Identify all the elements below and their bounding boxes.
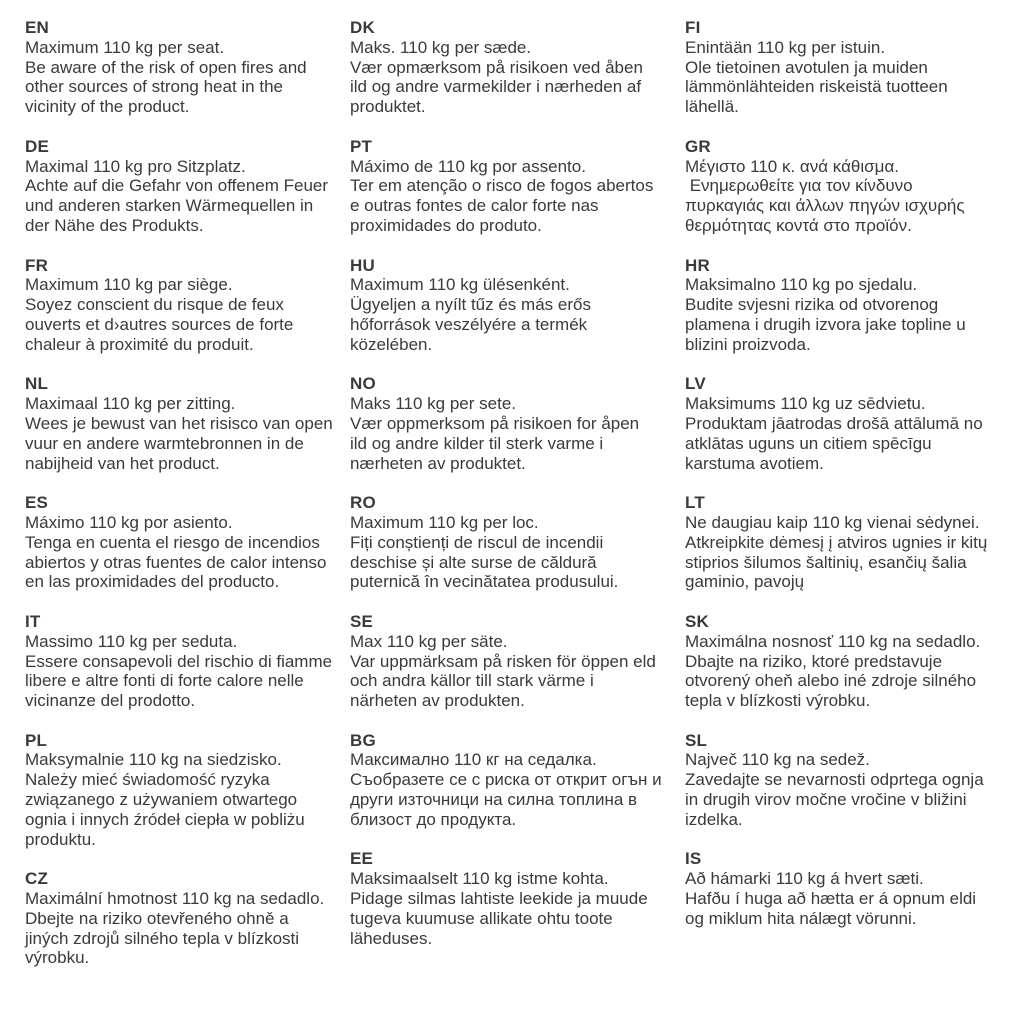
language-code-pt: PT — [350, 136, 373, 156]
language-block-dk — [350, 18, 685, 117]
language-code-ro: RO — [350, 493, 376, 513]
instruction-line: közelében. — [350, 334, 433, 354]
instruction-line: Budite svjesni rizika od otvorenog — [685, 295, 939, 315]
instruction-line: Achte auf die Gefahr von offenem Feuer — [25, 176, 329, 196]
instruction-line: Maks. 110 kg per sæde. — [350, 37, 532, 57]
language-code-no: NO — [350, 374, 376, 394]
instruction-line: Atkreipkite dėmesį į atviros ugnies ir kitų — [685, 532, 988, 552]
language-code-fr: FR — [25, 255, 49, 275]
instruction-line: vuur en andere warmtebronnen in de — [25, 433, 304, 453]
instruction-line: Wees je bewust van het risisco van open — [25, 413, 333, 433]
language-block-en — [25, 18, 350, 117]
language-code-de: DE — [25, 136, 50, 156]
instruction-line: Produktam jāatrodas drošā attālumā no — [685, 413, 983, 433]
language-block-sl — [685, 731, 999, 830]
instruction-line: und anderen starken Wärmequellen in — [25, 196, 314, 216]
language-block-cz — [25, 869, 350, 968]
language-block-de — [25, 137, 350, 236]
instruction-line: jiných zdrojů silného tepla v blízkosti — [25, 928, 300, 948]
instruction-line: Maximum 110 kg ülésenként. — [350, 275, 570, 295]
instruction-line: Max 110 kg per säte. — [350, 631, 508, 651]
instruction-line: Máximo 110 kg por asiento. — [25, 512, 233, 532]
instruction-line: Dbejte na riziko otevřeného ohně a — [25, 908, 289, 928]
instruction-line: Maksimalno 110 kg po sjedalu. — [685, 275, 918, 295]
language-block-it — [25, 612, 350, 711]
language-block-lt — [685, 493, 999, 592]
instruction-line: Največ 110 kg na sedež. — [685, 750, 870, 770]
instruction-line: proximidades do produto. — [350, 215, 542, 235]
instruction-line: Pidage silmas lahtiste leekide ja muude — [350, 889, 648, 909]
language-code-lt: LT — [685, 493, 705, 513]
instruction-line: ognia i innych źródeł ciepła w pobliżu — [25, 809, 305, 829]
instruction-line: πυρκαγιάς και άλλων πηγών ισχυρής — [685, 196, 965, 216]
instruction-line: Enintään 110 kg per istuin. — [685, 37, 886, 57]
instruction-line: Maksimaalselt 110 kg istme kohta. — [350, 869, 609, 889]
language-block-hu — [350, 256, 685, 355]
language-code-sk: SK — [685, 611, 710, 631]
instruction-line: θερμότητας κοντά στο προϊόν. — [685, 215, 912, 235]
instruction-line: tugeva kuumuse allikate ohtu toote — [350, 908, 613, 928]
instruction-line: Vær oppmerksom på risikoen for åpen — [350, 413, 640, 433]
instruction-line: Dbajte na riziko, ktoré predstavuje — [685, 651, 943, 671]
instruction-line: puternică în vecinătatea produsului. — [350, 572, 619, 592]
language-block-pl — [25, 731, 350, 850]
instruction-line: Maximal 110 kg pro Sitzplatz. — [25, 156, 246, 176]
instruction-line: produktu. — [25, 829, 96, 849]
instruction-line: Var uppmärksam på risken för öppen eld — [350, 651, 656, 671]
instruction-line: Fiți conștienți de riscul de incendii — [350, 532, 604, 552]
language-code-is: IS — [685, 849, 702, 869]
instruction-line: lämmönlähteiden riskeistä tuotteen — [685, 77, 948, 97]
instruction-line: der Nähe des Produkts. — [25, 215, 204, 235]
language-code-gr: GR — [685, 136, 711, 156]
language-code-lv: LV — [685, 374, 706, 394]
instruction-line: близост до продукта. — [350, 809, 517, 829]
language-block-ee — [350, 849, 685, 948]
language-block-sk — [685, 612, 999, 711]
instruction-line: други източници на силна топлина в — [350, 790, 638, 810]
language-code-en: EN — [25, 18, 50, 37]
instruction-line: Maksymalnie 110 kg na siedzisko. — [25, 750, 282, 770]
instruction-line: Maks 110 kg per sete. — [350, 394, 516, 414]
language-code-pl: PL — [25, 730, 48, 750]
instruction-line: Soyez conscient du risque de feux — [25, 295, 284, 315]
instruction-line: Vær opmærksom på risikoen ved åben — [350, 57, 643, 77]
language-code-dk: DK — [350, 18, 375, 37]
instruction-line: Essere consapevoli del rischio di fiamme — [25, 651, 333, 671]
language-code-hu: HU — [350, 255, 375, 275]
instruction-line: närheten av produkten. — [350, 691, 525, 711]
instruction-line: in drugih virov močne vročine v bližini — [685, 790, 967, 810]
instruction-line: vicinity of the product. — [25, 97, 190, 117]
instruction-line: Hafðu í huga að hætta er á opnum eldi — [685, 889, 977, 909]
instruction-line: Massimo 110 kg per seduta. — [25, 631, 238, 651]
instruction-line: Máximo de 110 kg por assento. — [350, 156, 586, 176]
instruction-line: Ενημερωθείτε για τον κίνδυνο — [685, 176, 913, 196]
instruction-line: plamena i drugih izvora jake topline u — [685, 314, 966, 334]
instruction-line: ild og andre kilder til sterk varme i — [350, 433, 604, 453]
instruction-line: Að hámarki 110 kg á hvert sæti. — [685, 869, 924, 889]
instruction-line: hőforrások veszélyére a termék — [350, 314, 588, 334]
instruction-line: Należy mieć świadomość ryzyka — [25, 770, 270, 790]
instruction-line: produktet. — [350, 97, 426, 117]
instruction-line: en las proximidades del producto. — [25, 572, 280, 592]
language-block-is — [685, 849, 999, 928]
language-block-bg — [350, 731, 685, 830]
instruction-line: atklātas uguns un citiem spēcīgu — [685, 433, 932, 453]
instruction-line: nabijheid van het product. — [25, 453, 220, 473]
instruction-line: other sources of strong heat in the — [25, 77, 283, 97]
instruction-line: Maksimums 110 kg uz sēdvietu. — [685, 394, 926, 414]
language-block-se — [350, 612, 685, 711]
language-code-hr: HR — [685, 255, 710, 275]
instruction-line: abiertos y otras fuentes de calor intenso — [25, 552, 327, 572]
instruction-line: lähellä. — [685, 97, 739, 117]
instruction-line: Ole tietoinen avotulen ja muiden — [685, 57, 928, 77]
instruction-line: izdelka. — [685, 809, 743, 829]
instruction-line: og miklum hita nálægt vörunni. — [685, 908, 917, 928]
instruction-line: Maximum 110 kg par siège. — [25, 275, 233, 295]
instruction-line: Maximum 110 kg per seat. — [25, 37, 225, 57]
language-block-lv — [685, 374, 999, 473]
instruction-line: Максимално 110 кг на седалка. — [350, 750, 597, 770]
instruction-line: ouverts et d›autres sources de forte — [25, 314, 294, 334]
instruction-line: Съобразете се с риска от открит огън и — [350, 770, 662, 790]
instruction-line: karstuma avotiem. — [685, 453, 824, 473]
language-code-sl: SL — [685, 730, 708, 750]
instruction-line: Ter em atenção o risco de fogos abertos — [350, 176, 654, 196]
column-1 — [25, 18, 350, 1024]
language-block-fr — [25, 256, 350, 355]
language-block-gr — [685, 137, 999, 236]
language-code-it: IT — [25, 611, 41, 631]
instruction-line: gaminio, pavojų — [685, 572, 805, 592]
instruction-line: Maximálna nosnosť 110 kg na sedadlo. — [685, 631, 981, 651]
instruction-line: nærheten av produktet. — [350, 453, 526, 473]
language-block-pt — [350, 137, 685, 236]
column-3 — [685, 18, 999, 1024]
instruction-line: libere e altre fonti di forte calore nelle — [25, 671, 304, 691]
language-block-hr — [685, 256, 999, 355]
language-block-nl — [25, 374, 350, 473]
instruction-line: vicinanze del prodotto. — [25, 691, 196, 711]
instruction-line: ild og andre varmekilder i nærheden af — [350, 77, 642, 97]
instruction-line: stiprios šilumos šaltinių, esančių šalia — [685, 552, 967, 572]
language-code-ee: EE — [350, 849, 374, 869]
instruction-line: läheduses. — [350, 928, 433, 948]
language-block-fi — [685, 18, 999, 117]
language-block-no — [350, 374, 685, 473]
instruction-line: Maximální hmotnost 110 kg na sedadlo. — [25, 889, 325, 909]
instruction-line: Ne daugiau kaip 110 kg vienai sėdynei. — [685, 512, 980, 532]
instruction-line: deschise și alte surse de căldură — [350, 552, 597, 572]
instruction-line: otvorený oheň alebo iné zdroje silného — [685, 671, 977, 691]
instruction-line: Ügyeljen a nyílt tűz és más erős — [350, 295, 591, 315]
instruction-line: związanego z używaniem otwartego — [25, 790, 298, 810]
language-code-es: ES — [25, 493, 49, 513]
instruction-line: Tenga en cuenta el riesgo de incendios — [25, 532, 320, 552]
language-block-ro — [350, 493, 685, 592]
column-2 — [350, 18, 685, 1024]
language-code-fi: FI — [685, 18, 701, 37]
language-code-bg: BG — [350, 730, 376, 750]
instruction-line: Maximaal 110 kg per zitting. — [25, 394, 236, 414]
instruction-line: Maximum 110 kg per loc. — [350, 512, 539, 532]
instruction-line: Μέγιστο 110 κ. ανά κάθισμα. — [685, 156, 900, 176]
instruction-line: tepla v blízkosti výrobku. — [685, 691, 871, 711]
instruction-line: Zavedajte se nevarnosti odprtega ognja — [685, 770, 984, 790]
instruction-line: och andra källor till stark värme i — [350, 671, 594, 691]
language-code-se: SE — [350, 611, 374, 631]
instruction-line: chaleur à proximité du produit. — [25, 334, 254, 354]
language-code-cz: CZ — [25, 869, 49, 889]
instruction-line: výrobku. — [25, 948, 90, 968]
language-block-es — [25, 493, 350, 592]
instruction-line: Be aware of the risk of open fires and — [25, 57, 307, 77]
instruction-line: blizini proizvoda. — [685, 334, 811, 354]
language-code-nl: NL — [25, 374, 49, 394]
instruction-line: e outras fontes de calor forte nas — [350, 196, 599, 216]
